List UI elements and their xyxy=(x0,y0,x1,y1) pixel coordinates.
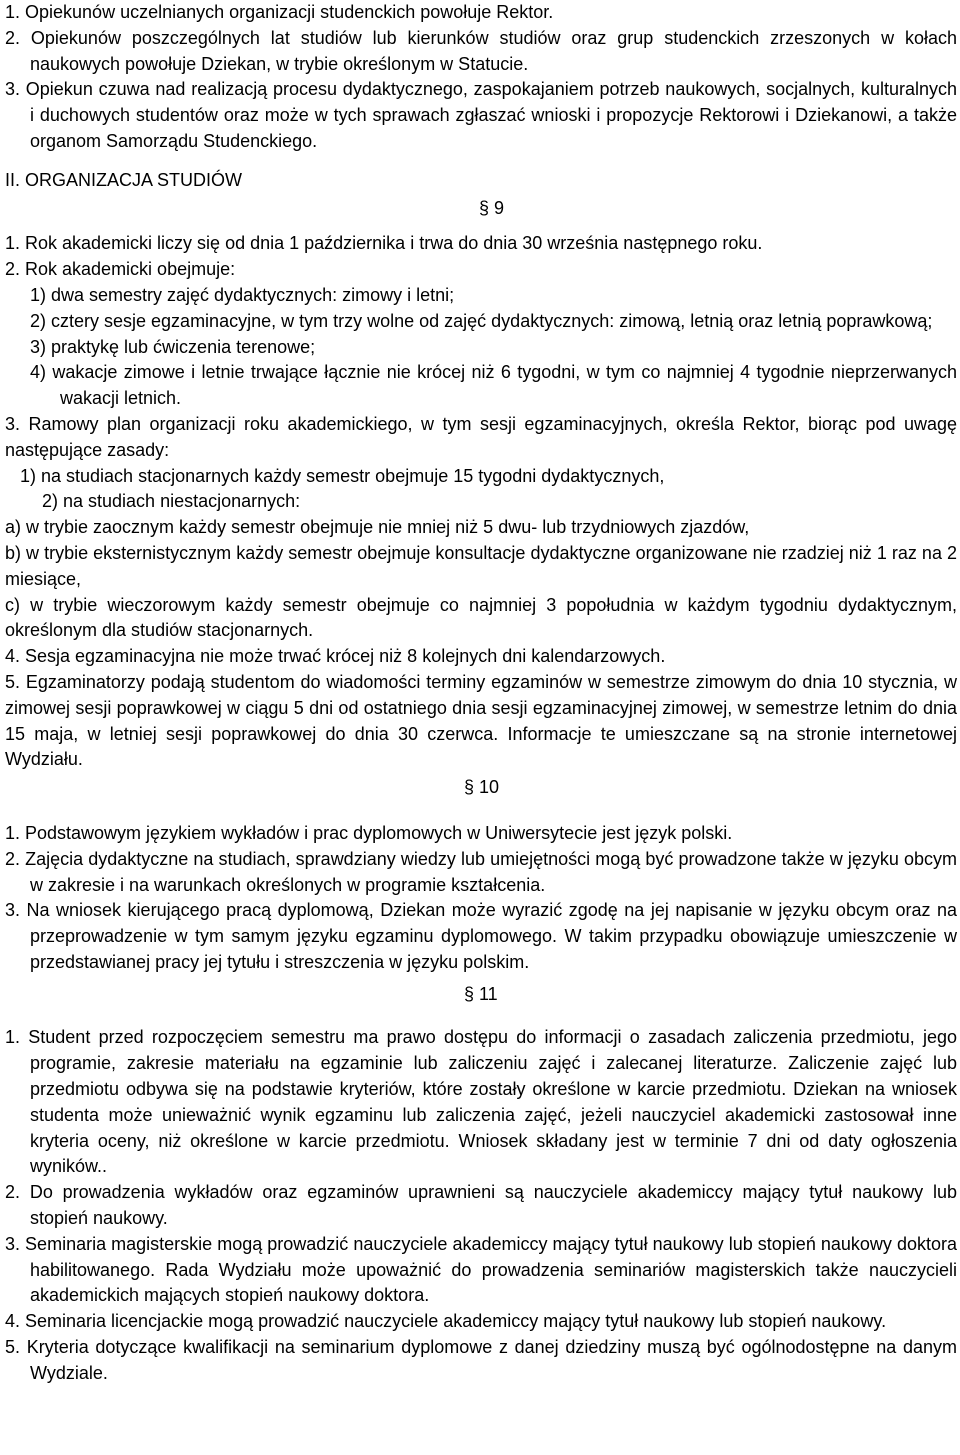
list-item: 2) na studiach niestacjonarnych: xyxy=(42,491,301,512)
paragraph: 3. Opiekun czuwa nad realizacją procesu dydaktycznego, zaspokajaniem potrzeb naukowych, socjalnych, kulturalnych i duchowych studentów oraz może w tych sprawach zgłaszać wnioski i propozycje Rektorowi i Dziekanowi, a także organom Samorządu Studenckiego. xyxy=(5,79,957,151)
paragraph: 5. Egzaminatorzy podają studentom do wiadomości terminy egzaminów w semestrze zimowym do dnia 10 stycznia, w zimowej sesji poprawkowej w ciągu 5 dni od ostatniego dnia sesji egzaminacyjnej zimowej, w semestrze letnim do dnia 15 maja, w letniej sesji poprawkowej do dnia 30 czerwca. Informacje te umieszczane są na stronie internetowej Wydziału. xyxy=(5,671,957,770)
paragraph-mark-9: § 9 xyxy=(479,197,505,218)
list-item: a) w trybie zaocznym każdy semestr obejmuje nie mniej niż 5 dwu- lub trzydniowych zjazdów, xyxy=(5,517,750,538)
paragraph: 1. Podstawowym językiem wykładów i prac dyplomowych w Uniwersytecie jest język polski. xyxy=(5,822,733,843)
paragraph: 3. Ramowy plan organizacji roku akademickiego, w tym sesji egzaminacyjnych, określa Rektor, biorąc pod uwagę następujące zasady: xyxy=(5,413,957,460)
paragraph: 5. Kryteria dotyczące kwalifikacji na seminarium dyplomowe z danej dziedziny muszą być ogólnodostępne na danym Wydziale. xyxy=(5,1337,957,1383)
document-page xyxy=(5,0,957,1387)
paragraph: 1. Opiekunów uczelnianych organizacji studenckich powołuje Rektor. xyxy=(5,2,554,22)
paragraph: 2. Rok akademicki obejmuje: xyxy=(5,259,236,280)
paragraph: 4. Sesja egzaminacyjna nie może trwać krócej niż 8 kolejnych dni kalendarzowych. xyxy=(5,646,666,667)
list-item: 1) na studiach stacjonarnych każdy semestr obejmuje 15 tygodni dydaktycznych, xyxy=(20,465,665,486)
list-item: c) w trybie wieczorowym każdy semestr obejmuje co najmniej 3 popołudnia w każdym tygodniu dydaktycznym, określonym dla studiów stacjonarnych. xyxy=(5,594,957,641)
paragraph: 3. Seminaria magisterskie mogą prowadzić nauczyciele akademiccy mający tytuł naukowy lub stopień naukowy doktora habilitowanego. Rada Wydziału może upoważnić do prowadzenia seminariów magisterskich także nauczycieli akademickich mających stopień naukowy doktora. xyxy=(5,1233,957,1306)
paragraph-mark-11: § 11 xyxy=(464,983,498,1004)
list-item: 3) praktykę lub ćwiczenia terenowe; xyxy=(30,336,316,357)
paragraph: 2. Zajęcia dydaktyczne na studiach, sprawdziany wiedzy lub umiejętności mogą być prowadzone także w języku obcym w zakresie i na warunkach określonych w programie kształcenia. xyxy=(5,848,957,895)
chapter-heading: II. ORGANIZACJA STUDIÓW xyxy=(5,169,243,190)
paragraph: 2. Do prowadzenia wykładów oraz egzaminów uprawnieni są nauczyciele akademiccy mający tytuł naukowy lub stopień naukowy. xyxy=(5,1182,957,1229)
paragraph: 3. Na wniosek kierującego pracą dyplomową, Dziekan może wyrazić zgodę na jej napisanie w języku obcym oraz na przeprowadzenie w tym samym języku egzaminu dyplomowego. W takim przypadku obowiązuje umieszczenie w przedstawianej pracy jej tytułu i streszczenia w języku polskim. xyxy=(5,900,957,972)
list-item: 4) wakacje zimowe i letnie trwające łącznie nie krócej niż 6 tygodni, w tym co najmniej 4 tygodnie nieprzerwanych wakacji letnich. xyxy=(30,362,957,409)
paragraph: 1. Rok akademicki liczy się od dnia 1 października i trwa do dnia 30 września następnego roku. xyxy=(5,233,763,254)
paragraph: 1. Student przed rozpoczęciem semestru ma prawo dostępu do informacji o zasadach zaliczenia przedmiotu, jego programie, zakresie materiału na egzaminie lub zaliczeniu zajęć i zalecanej literaturze. Zaliczenie zajęć lub przedmiotu odbywa się na podstawie kryteriów, które zostały określone w karcie przedmiotu. Dziekan na wniosek studenta może unieważnić wynik egzaminu lub zaliczenia zajęć, jeżeli nauczyciel akademicki zastosował inne kryteria oceny, niż określone w karcie przedmiotu. Wniosek składany jest w terminie 7 dni od daty ogłoszenia wyników.. xyxy=(5,1027,957,1177)
paragraph: 2. Opiekunów poszczególnych lat studiów lub kierunków studiów oraz grup studenckich zrzeszonych w kołach naukowych powołuje Dziekan, w trybie określonym w Statucie. xyxy=(5,27,957,74)
list-item: 1) dwa semestry zajęć dydaktycznych: zimowy i letni; xyxy=(30,284,455,305)
list-item: b) w trybie eksternistycznym każdy semestr obejmuje konsultacje dydaktyczne organizowane nie rzadziej niż 1 raz na 2 miesiące, xyxy=(5,542,957,589)
paragraph-mark-10: § 10 xyxy=(464,777,500,798)
paragraph: 4. Seminaria licencjackie mogą prowadzić nauczyciele akademiccy mający tytuł naukowy lub stopień naukowy. xyxy=(5,1311,887,1332)
list-item: 2) cztery sesje egzaminacyjne, w tym trzy wolne od zajęć dydaktycznych: zimową, letnią oraz letnią poprawkową; xyxy=(30,310,933,331)
